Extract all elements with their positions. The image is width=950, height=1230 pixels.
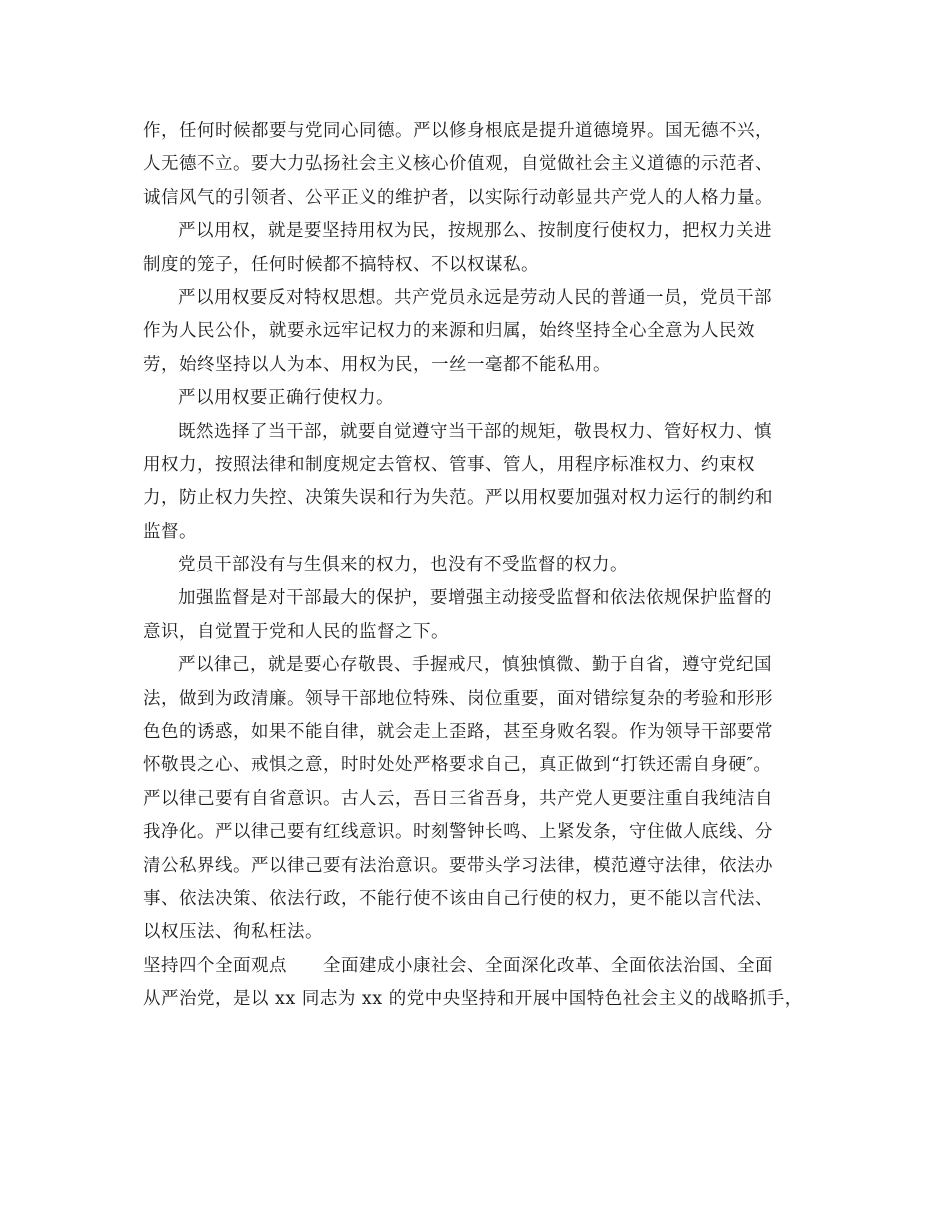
text-line: 劳，始终坚持以人为本、用权为民，一丝一毫都不能私用。	[143, 354, 611, 375]
text-line: 制度的笼子，任何时候都不搞特权、不以权谋私。	[143, 254, 539, 275]
text-line: 以权压法、徇私枉法。	[143, 922, 323, 943]
text-line: 监督。	[143, 521, 197, 542]
text-line: 人无德不立。要大力弘扬社会主义核心价值观，自觉做社会主义道德的示范者、	[143, 154, 773, 175]
text-line: 加强监督是对干部最大的保护，要增强主动接受监督和依法依规保护监督的	[178, 588, 772, 609]
text-line: 色色的诱惑，如果不能自律，就会走上歪路，甚至身败名裂。作为领导干部要常	[143, 722, 773, 743]
section-heading-text: 全面建成小康社会、全面深化改革、全面依法治国、全面	[323, 955, 773, 976]
text-line: 怀敬畏之心、戒惧之意，时时处处严格要求自己，真正做到“打铁还需自身硬″。	[143, 755, 772, 776]
text-line: 用权力，按照法律和制度规定去管权、管事、管人，用程序标准权力、约束权	[143, 454, 755, 475]
text-line: 既然选择了当干部，就要自觉遵守当干部的规矩，敬畏权力、管好权力、慎	[178, 421, 772, 442]
text-line: 事、依法决策、依法行政，不能行使不该由自己行使的权力，更不能以言代法、	[143, 888, 773, 909]
document-body	[143, 115, 803, 1017]
text-line: 清公私界线。严以律己要有法治意识。要带头学习法律，模范遵守法律，依法办	[143, 855, 773, 876]
section-heading-line	[143, 950, 803, 983]
text-line: 意识，自觉置于党和人民的监督之下。	[143, 621, 449, 642]
text-line: 力，防止权力失控、决策失误和行为失范。严以用权要加强对权力运行的制约和	[143, 488, 773, 509]
text-line: 严以用权，就是要坚持用权为民，按规那么、按制度行使权力，把权力关进	[178, 221, 772, 242]
text-line: 作为人民公仆，就要永远牢记权力的来源和归属，始终坚持全心全意为人民效	[143, 321, 755, 342]
text-line: 严以用权要正确行使权力。	[178, 388, 394, 409]
text-line: 法，做到为政清廉。领导干部地位特殊、岗位重要，面对错综复杂的考验和形形	[143, 688, 773, 709]
text-line: 党员干部没有与生俱来的权力，也没有不受监督的权力。	[178, 555, 628, 576]
paragraph-lines	[143, 115, 803, 950]
text-line: 诚信风气的引领者、公平正义的维护者，以实际行动彰显共产党人的人格力量。	[143, 187, 773, 208]
text-line: 作，任何时候都要与党同心同德。严以修身根底是提升道德境界。国无德不兴，	[143, 121, 773, 141]
text-line: 严以律己要有自省意识。古人云，吾日三省吾身，共产党人更要注重自我纯洁自	[143, 788, 773, 809]
text-line: 我净化。严以律己要有红线意识。时刻警钟长鸣、上紧发条，守住做人底线、分	[143, 822, 773, 843]
text-line: 严以律己，就是要心存敬畏、手握戒尺，慎独慎微、勤于自省，遵守党纪国	[178, 655, 772, 676]
text-line: 严以用权要反对特权思想。共产党员永远是劳动人民的普通一员，党员干部	[178, 287, 772, 308]
section-heading: 坚持四个全面观点	[143, 955, 287, 976]
text-line: 从严治党，是以 xx 同志为 xx 的党中央坚持和开展中国特色社会主义的战略抓手，	[143, 989, 803, 1010]
